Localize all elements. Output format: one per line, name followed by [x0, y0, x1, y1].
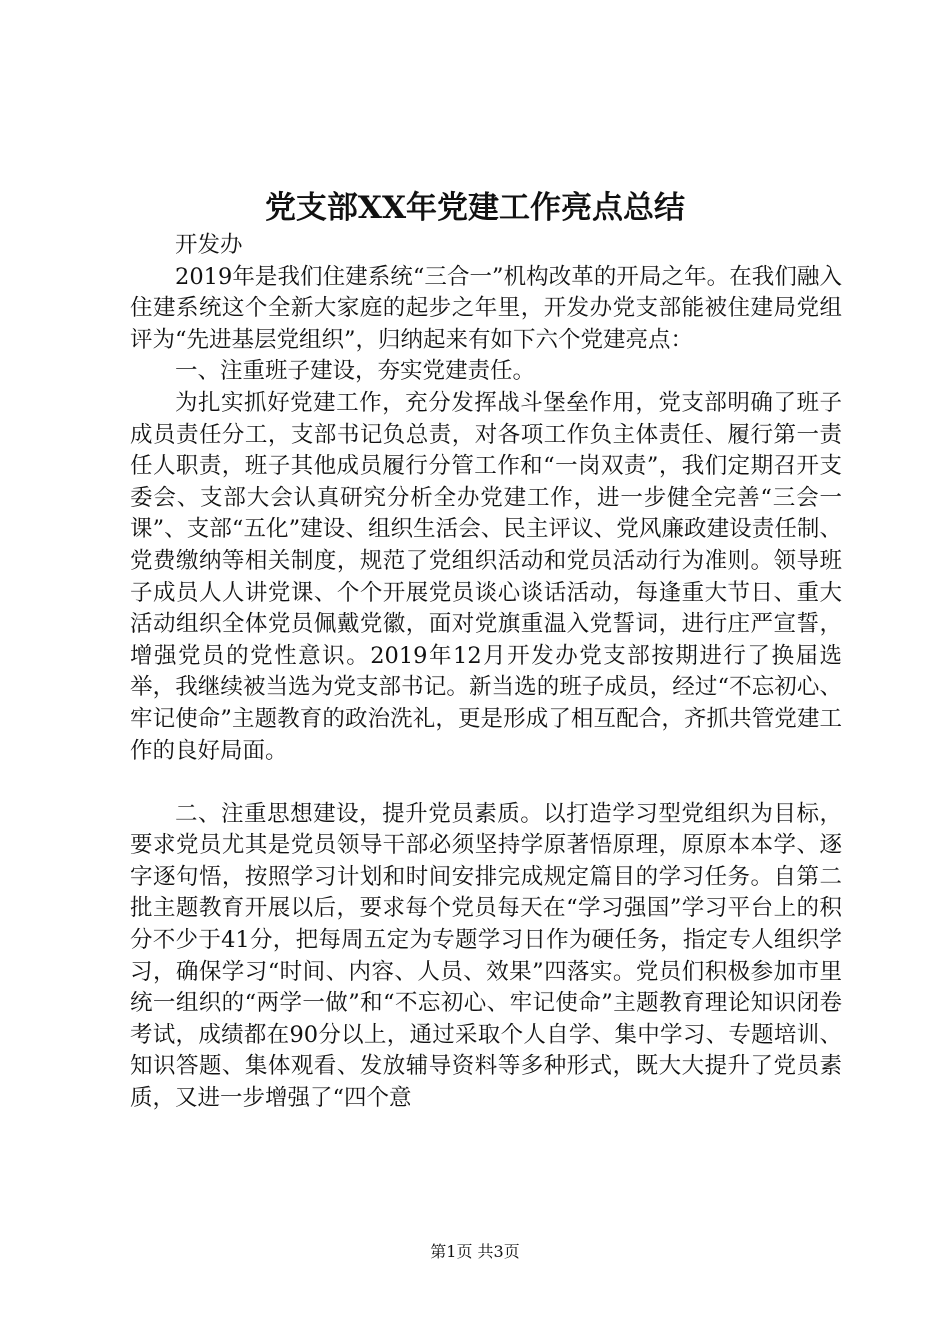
- paragraph-heading-one: 一、注重班子建设，夯实党建责任。: [175, 358, 536, 385]
- paragraph-section-two: 二、注重思想建设，提升党员素质。以打造学习型党组织为目标，要求党员尤其是党员领导干部必须坚持学原著悟原理，原原本本学、逐字逐句悟，按照学习计划和时间安排完成规定篇目的学习任务。自第二批主题教育开展以后，要求每个党员每天在“学习强国”学习平台上的积分不少于41分，把每周五定为专题学习日作为硬任务，指定专人组织学习，确保学习“时间、内容、人员、效果”四落实。党员们积极参加市里统一组织的“两学一做”和“不忘初心、牢记使命”主题教育理论知识闭卷考试，成绩都在90分以上，通过采取个人自学、集中学习、专题培训、知识答题、集体观看、发放辅导资料等多种形式，既大大提升了党员素质，又进一步增强了“四个意: [130, 800, 842, 1112]
- document-body: [130, 230, 842, 1115]
- paragraph-intro: 2019年是我们住建系统“三合一”机构改革的开局之年。在我们融入住建系统这个全新大家庭的起步之年里，开发办党支部能被住建局党组评为“先进基层党组织”，归纳起来有如下六个党建亮点：: [130, 263, 842, 353]
- paragraph-department: 开发办: [175, 232, 243, 258]
- page-footer: 第1页 共3页: [430, 1242, 520, 1261]
- document-title: 党支部XX年党建工作亮点总结: [264, 190, 686, 226]
- paragraph-section-one: 为扎实抓好党建工作，充分发挥战斗堡垒作用，党支部明确了班子成员责任分工，支部书记负总责，对各项工作负主体责任、履行第一责任人职责，班子其他成员履行分管工作和“一岗双责”，我们定期召开支委会、支部大会认真研究分析全办党建工作，进一步健全完善“三会一课”、支部“五化”建设、组织生活会、民主评议、党风廉政建设责任制、党费缴纳等相关制度，规范了党组织活动和党员活动行为准则。领导班子成员人人讲党课、个个开展党员谈心谈话活动，每逢重大节日、重大活动组织全体党员佩戴党徽，面对党旗重温入党誓词，进行庄严宣誓，增强党员的党性意识。2019年12月开发办党支部按期进行了换届选举，我继续被当选为党支部书记。新当选的班子成员，经过“不忘初心、牢记使命”主题教育的政治洗礼，更是形成了相互配合，齐抓共管党建工作的良好局面。: [130, 389, 842, 764]
